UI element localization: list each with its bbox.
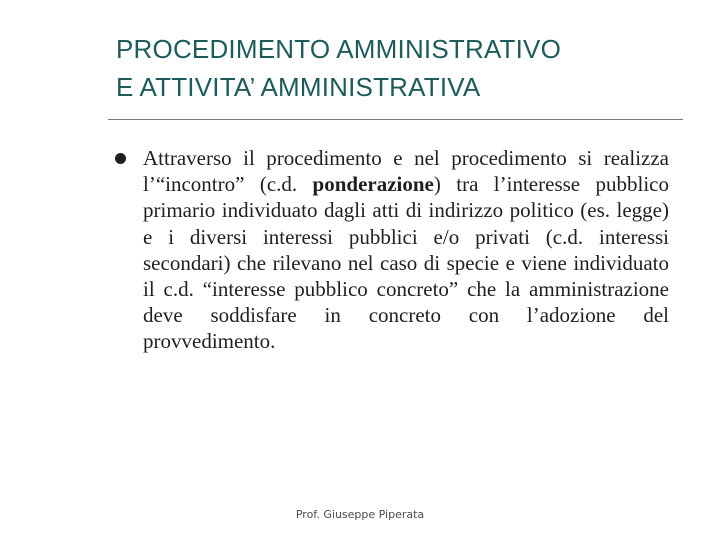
- paragraph-text-end: ) tra l’interesse pubblico primario individuato dagli atti di indirizzo politico (es. legge) e i diversi interessi pubblici e/o privati (c.d. interessi secondari) che rilevano nel caso di specie e viene individuato il c.d. “interesse pubblico concreto” che la amministrazione deve soddisfare in concreto con l’adozione del provvedimento.: [143, 172, 669, 354]
- title-divider: [108, 119, 683, 120]
- paragraph-text-start: Attraverso il procedimento e nel procedimento si realizza l’“incontro” (c.d.: [143, 146, 669, 197]
- bullet-paragraph: [143, 145, 669, 355]
- slide-title-line-2: E ATTIVITA’ AMMINISTRATIVA: [116, 72, 481, 102]
- slide-title-line-1: PROCEDIMENTO AMMINISTRATIVO: [116, 34, 562, 64]
- paragraph-bold-term: ponderazione: [312, 172, 434, 197]
- slide-title: [116, 30, 696, 106]
- footer-author: Prof. Giuseppe Piperata: [295, 508, 425, 521]
- bullet-icon: [115, 153, 126, 164]
